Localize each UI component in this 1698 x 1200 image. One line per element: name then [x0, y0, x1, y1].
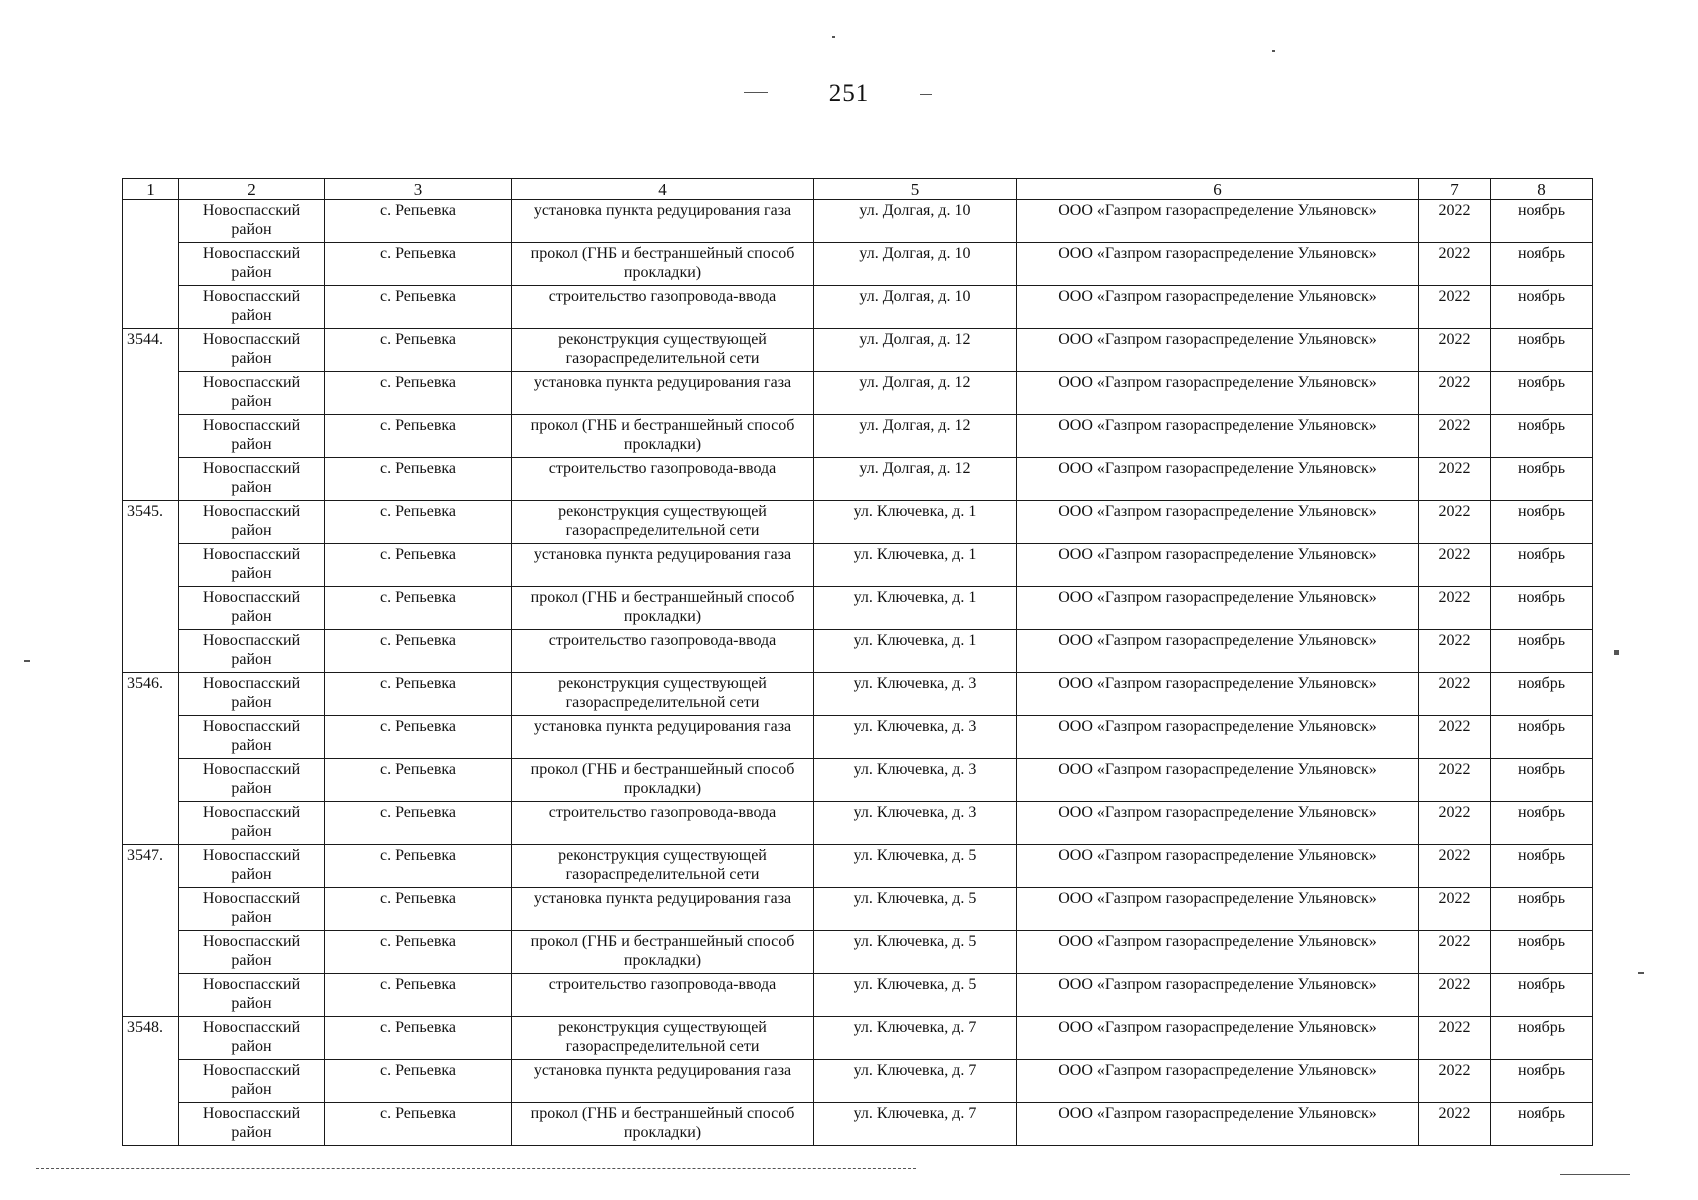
cell-month: ноябрь — [1491, 415, 1593, 458]
cell-settlement: с. Репьевка — [325, 458, 512, 501]
cell-work: прокол (ГНБ и бестраншейный способ прокладки) — [512, 415, 814, 458]
table-row — [123, 845, 1593, 888]
cell-address: ул. Долгая, д. 10 — [814, 286, 1017, 329]
cell-address: ул. Ключевка, д. 3 — [814, 802, 1017, 845]
cell-month: ноябрь — [1491, 802, 1593, 845]
cell-org: ООО «Газпром газораспределение Ульяновск» — [1017, 1103, 1419, 1146]
cell-work: строительство газопровода-ввода — [512, 802, 814, 845]
cell-month: ноябрь — [1491, 587, 1593, 630]
cell-month: ноябрь — [1491, 888, 1593, 931]
cell-settlement: с. Репьевка — [325, 544, 512, 587]
cell-year: 2022 — [1419, 673, 1491, 716]
cell-settlement: с. Репьевка — [325, 1060, 512, 1103]
cell-year: 2022 — [1419, 501, 1491, 544]
cell-num — [123, 587, 179, 630]
cell-num — [123, 759, 179, 802]
cell-work: реконструкция существующей газораспределительной сети — [512, 673, 814, 716]
cell-settlement: с. Репьевка — [325, 802, 512, 845]
cell-num: 3546. — [123, 673, 179, 716]
scan-speck — [1614, 650, 1619, 655]
cell-district: Новоспасский район — [179, 888, 325, 931]
column-header: 8 — [1491, 179, 1593, 200]
table-row — [123, 931, 1593, 974]
cell-year: 2022 — [1419, 716, 1491, 759]
cell-num — [123, 931, 179, 974]
table-row — [123, 974, 1593, 1017]
cell-address: ул. Ключевка, д. 5 — [814, 974, 1017, 1017]
cell-district: Новоспасский район — [179, 458, 325, 501]
cell-month: ноябрь — [1491, 630, 1593, 673]
cell-settlement: с. Репьевка — [325, 931, 512, 974]
cell-month: ноябрь — [1491, 1060, 1593, 1103]
cell-settlement: с. Репьевка — [325, 372, 512, 415]
cell-year: 2022 — [1419, 888, 1491, 931]
cell-year: 2022 — [1419, 1060, 1491, 1103]
cell-month: ноябрь — [1491, 716, 1593, 759]
cell-address: ул. Ключевка, д. 3 — [814, 716, 1017, 759]
cell-district: Новоспасский район — [179, 1060, 325, 1103]
cell-address: ул. Долгая, д. 12 — [814, 372, 1017, 415]
cell-work: установка пункта редуцирования газа — [512, 544, 814, 587]
cell-org: ООО «Газпром газораспределение Ульяновск» — [1017, 802, 1419, 845]
cell-year: 2022 — [1419, 200, 1491, 243]
scan-speck — [24, 660, 30, 662]
cell-settlement: с. Репьевка — [325, 587, 512, 630]
cell-org: ООО «Газпром газораспределение Ульяновск» — [1017, 544, 1419, 587]
table-row — [123, 243, 1593, 286]
cell-district: Новоспасский район — [179, 372, 325, 415]
cell-district: Новоспасский район — [179, 286, 325, 329]
cell-month: ноябрь — [1491, 458, 1593, 501]
cell-year: 2022 — [1419, 1017, 1491, 1060]
cell-address: ул. Ключевка, д. 7 — [814, 1103, 1017, 1146]
cell-district: Новоспасский район — [179, 587, 325, 630]
cell-address: ул. Долгая, д. 10 — [814, 243, 1017, 286]
cell-month: ноябрь — [1491, 243, 1593, 286]
table-row — [123, 587, 1593, 630]
cell-district: Новоспасский район — [179, 1103, 325, 1146]
cell-month: ноябрь — [1491, 845, 1593, 888]
cell-district: Новоспасский район — [179, 501, 325, 544]
cell-work: строительство газопровода-ввода — [512, 974, 814, 1017]
cell-org: ООО «Газпром газораспределение Ульяновск» — [1017, 673, 1419, 716]
cell-num — [123, 200, 179, 243]
cell-address: ул. Долгая, д. 12 — [814, 458, 1017, 501]
header-row — [123, 179, 1593, 200]
cell-settlement: с. Репьевка — [325, 501, 512, 544]
cell-year: 2022 — [1419, 415, 1491, 458]
scan-speck — [832, 36, 835, 38]
page-number: 251 — [828, 80, 870, 107]
cell-month: ноябрь — [1491, 673, 1593, 716]
cell-district: Новоспасский район — [179, 630, 325, 673]
cell-year: 2022 — [1419, 329, 1491, 372]
table-row — [123, 888, 1593, 931]
cell-district: Новоспасский район — [179, 200, 325, 243]
cell-address: ул. Долгая, д. 12 — [814, 329, 1017, 372]
cell-year: 2022 — [1419, 845, 1491, 888]
cell-org: ООО «Газпром газораспределение Ульяновск» — [1017, 243, 1419, 286]
cell-month: ноябрь — [1491, 329, 1593, 372]
cell-work: установка пункта редуцирования газа — [512, 888, 814, 931]
cell-district: Новоспасский район — [179, 845, 325, 888]
cell-org: ООО «Газпром газораспределение Ульяновск» — [1017, 286, 1419, 329]
bottom-rule — [36, 1168, 916, 1169]
cell-num — [123, 544, 179, 587]
cell-year: 2022 — [1419, 458, 1491, 501]
table-row — [123, 458, 1593, 501]
cell-district: Новоспасский район — [179, 931, 325, 974]
column-header: 3 — [325, 179, 512, 200]
cell-work: прокол (ГНБ и бестраншейный способ прокладки) — [512, 759, 814, 802]
cell-address: ул. Ключевка, д. 5 — [814, 888, 1017, 931]
cell-address: ул. Ключевка, д. 5 — [814, 845, 1017, 888]
cell-year: 2022 — [1419, 544, 1491, 587]
table-row — [123, 372, 1593, 415]
cell-work: строительство газопровода-ввода — [512, 286, 814, 329]
cell-year: 2022 — [1419, 630, 1491, 673]
cell-org: ООО «Газпром газораспределение Ульяновск» — [1017, 759, 1419, 802]
column-header: 2 — [179, 179, 325, 200]
cell-month: ноябрь — [1491, 974, 1593, 1017]
cell-num: 3544. — [123, 329, 179, 372]
scan-speck — [920, 94, 932, 95]
table-row — [123, 673, 1593, 716]
cell-year: 2022 — [1419, 759, 1491, 802]
cell-month: ноябрь — [1491, 501, 1593, 544]
cell-num — [123, 1060, 179, 1103]
cell-work: установка пункта редуцирования газа — [512, 372, 814, 415]
cell-org: ООО «Газпром газораспределение Ульяновск» — [1017, 716, 1419, 759]
cell-org: ООО «Газпром газораспределение Ульяновск» — [1017, 845, 1419, 888]
column-header: 6 — [1017, 179, 1419, 200]
cell-org: ООО «Газпром газораспределение Ульяновск» — [1017, 1017, 1419, 1060]
cell-address: ул. Ключевка, д. 1 — [814, 630, 1017, 673]
cell-year: 2022 — [1419, 802, 1491, 845]
cell-district: Новоспасский район — [179, 415, 325, 458]
cell-month: ноябрь — [1491, 200, 1593, 243]
cell-address: ул. Ключевка, д. 1 — [814, 501, 1017, 544]
cell-settlement: с. Репьевка — [325, 716, 512, 759]
cell-address: ул. Ключевка, д. 7 — [814, 1060, 1017, 1103]
cell-work: установка пункта редуцирования газа — [512, 200, 814, 243]
cell-num: 3545. — [123, 501, 179, 544]
table-row — [123, 329, 1593, 372]
cell-num — [123, 286, 179, 329]
table-row — [123, 415, 1593, 458]
cell-district: Новоспасский район — [179, 329, 325, 372]
cell-address: ул. Ключевка, д. 3 — [814, 759, 1017, 802]
cell-address: ул. Ключевка, д. 3 — [814, 673, 1017, 716]
cell-org: ООО «Газпром газораспределение Ульяновск» — [1017, 931, 1419, 974]
table-row — [123, 1060, 1593, 1103]
table-row — [123, 544, 1593, 587]
table-row — [123, 630, 1593, 673]
cell-num — [123, 802, 179, 845]
table-row — [123, 200, 1593, 243]
cell-month: ноябрь — [1491, 544, 1593, 587]
cell-month: ноябрь — [1491, 759, 1593, 802]
cell-month: ноябрь — [1491, 931, 1593, 974]
cell-org: ООО «Газпром газораспределение Ульяновск» — [1017, 974, 1419, 1017]
cell-work: строительство газопровода-ввода — [512, 458, 814, 501]
cell-year: 2022 — [1419, 372, 1491, 415]
column-header: 5 — [814, 179, 1017, 200]
cell-num — [123, 243, 179, 286]
scan-speck — [1272, 50, 1275, 52]
cell-org: ООО «Газпром газораспределение Ульяновск» — [1017, 1060, 1419, 1103]
cell-num — [123, 458, 179, 501]
cell-settlement: с. Репьевка — [325, 1103, 512, 1146]
cell-work: реконструкция существующей газораспределительной сети — [512, 1017, 814, 1060]
cell-work: установка пункта редуцирования газа — [512, 1060, 814, 1103]
cell-settlement: с. Репьевка — [325, 759, 512, 802]
cell-settlement: с. Репьевка — [325, 845, 512, 888]
table-row — [123, 759, 1593, 802]
cell-year: 2022 — [1419, 587, 1491, 630]
cell-address: ул. Ключевка, д. 1 — [814, 544, 1017, 587]
cell-month: ноябрь — [1491, 372, 1593, 415]
cell-num — [123, 372, 179, 415]
cell-work: строительство газопровода-ввода — [512, 630, 814, 673]
scan-speck — [744, 92, 768, 93]
cell-settlement: с. Репьевка — [325, 243, 512, 286]
cell-settlement: с. Репьевка — [325, 630, 512, 673]
cell-address: ул. Ключевка, д. 5 — [814, 931, 1017, 974]
cell-address: ул. Ключевка, д. 1 — [814, 587, 1017, 630]
table-row — [123, 501, 1593, 544]
works-table — [122, 178, 1593, 1146]
cell-district: Новоспасский район — [179, 802, 325, 845]
cell-org: ООО «Газпром газораспределение Ульяновск» — [1017, 630, 1419, 673]
cell-org: ООО «Газпром газораспределение Ульяновск» — [1017, 501, 1419, 544]
cell-district: Новоспасский район — [179, 243, 325, 286]
cell-work: реконструкция существующей газораспределительной сети — [512, 501, 814, 544]
cell-year: 2022 — [1419, 931, 1491, 974]
cell-org: ООО «Газпром газораспределение Ульяновск» — [1017, 458, 1419, 501]
cell-work: установка пункта редуцирования газа — [512, 716, 814, 759]
cell-work: прокол (ГНБ и бестраншейный способ прокладки) — [512, 587, 814, 630]
cell-org: ООО «Газпром газораспределение Ульяновск» — [1017, 329, 1419, 372]
table-row — [123, 1103, 1593, 1146]
cell-year: 2022 — [1419, 286, 1491, 329]
table-body — [123, 200, 1593, 1146]
cell-district: Новоспасский район — [179, 974, 325, 1017]
cell-settlement: с. Репьевка — [325, 415, 512, 458]
cell-settlement: с. Репьевка — [325, 888, 512, 931]
cell-settlement: с. Репьевка — [325, 200, 512, 243]
cell-org: ООО «Газпром газораспределение Ульяновск» — [1017, 587, 1419, 630]
table-row — [123, 286, 1593, 329]
cell-year: 2022 — [1419, 974, 1491, 1017]
cell-num — [123, 716, 179, 759]
cell-org: ООО «Газпром газораспределение Ульяновск» — [1017, 372, 1419, 415]
column-header: 1 — [123, 179, 179, 200]
cell-work: прокол (ГНБ и бестраншейный способ прокладки) — [512, 1103, 814, 1146]
cell-num — [123, 974, 179, 1017]
cell-year: 2022 — [1419, 243, 1491, 286]
cell-num — [123, 888, 179, 931]
cell-settlement: с. Репьевка — [325, 1017, 512, 1060]
cell-work: реконструкция существующей газораспределительной сети — [512, 329, 814, 372]
column-header: 7 — [1419, 179, 1491, 200]
cell-num — [123, 415, 179, 458]
cell-org: ООО «Газпром газораспределение Ульяновск» — [1017, 200, 1419, 243]
cell-num — [123, 630, 179, 673]
column-header: 4 — [512, 179, 814, 200]
table-row — [123, 716, 1593, 759]
table-row — [123, 802, 1593, 845]
cell-year: 2022 — [1419, 1103, 1491, 1146]
cell-work: реконструкция существующей газораспределительной сети — [512, 845, 814, 888]
cell-district: Новоспасский район — [179, 759, 325, 802]
cell-month: ноябрь — [1491, 286, 1593, 329]
scan-speck — [1560, 1174, 1630, 1175]
cell-settlement: с. Репьевка — [325, 329, 512, 372]
cell-work: прокол (ГНБ и бестраншейный способ прокладки) — [512, 931, 814, 974]
cell-district: Новоспасский район — [179, 544, 325, 587]
cell-address: ул. Долгая, д. 10 — [814, 200, 1017, 243]
cell-num: 3548. — [123, 1017, 179, 1060]
cell-district: Новоспасский район — [179, 673, 325, 716]
cell-district: Новоспасский район — [179, 716, 325, 759]
cell-num — [123, 1103, 179, 1146]
cell-settlement: с. Репьевка — [325, 286, 512, 329]
cell-work: прокол (ГНБ и бестраншейный способ прокладки) — [512, 243, 814, 286]
cell-org: ООО «Газпром газораспределение Ульяновск» — [1017, 415, 1419, 458]
cell-month: ноябрь — [1491, 1017, 1593, 1060]
scan-speck — [1638, 972, 1644, 974]
cell-month: ноябрь — [1491, 1103, 1593, 1146]
cell-address: ул. Ключевка, д. 7 — [814, 1017, 1017, 1060]
table-row — [123, 1017, 1593, 1060]
cell-settlement: с. Репьевка — [325, 974, 512, 1017]
cell-settlement: с. Репьевка — [325, 673, 512, 716]
cell-num: 3547. — [123, 845, 179, 888]
cell-org: ООО «Газпром газораспределение Ульяновск» — [1017, 888, 1419, 931]
cell-district: Новоспасский район — [179, 1017, 325, 1060]
cell-address: ул. Долгая, д. 12 — [814, 415, 1017, 458]
